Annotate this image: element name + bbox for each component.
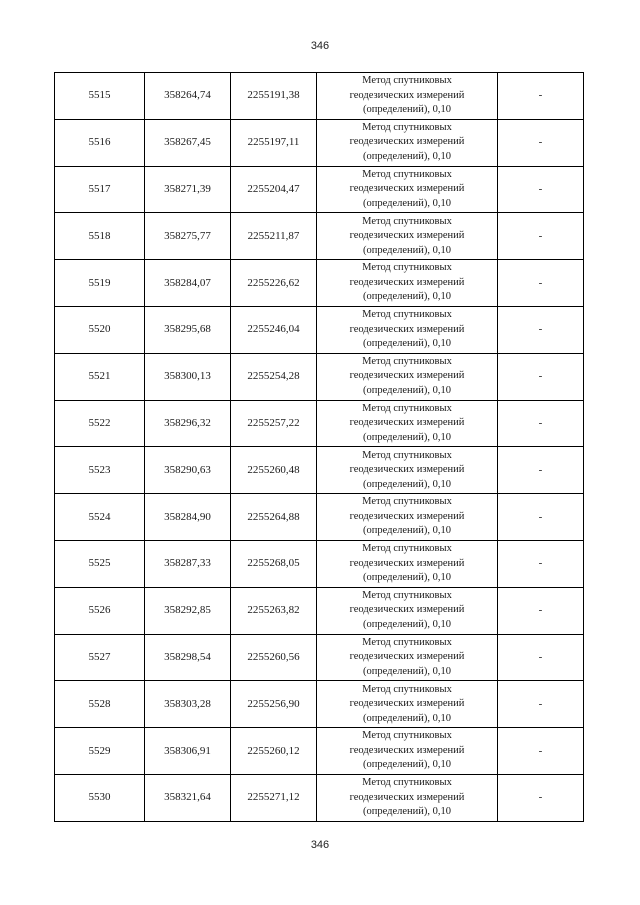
y-coordinate-cell: 2255263,82: [231, 587, 317, 634]
table-row: [55, 447, 584, 494]
note-cell: -: [498, 728, 584, 775]
method-line: геодезических измерений: [349, 230, 465, 242]
method-cell: [317, 119, 498, 166]
method-cell: [317, 587, 498, 634]
table-row: [55, 587, 584, 634]
x-coordinate-cell: 358303,28: [145, 681, 231, 728]
method-line: (определений), 0,10: [362, 431, 452, 443]
x-coordinate-cell: 358292,85: [145, 587, 231, 634]
method-line: (определений), 0,10: [362, 197, 452, 209]
method-line: Метод спутниковых: [362, 262, 452, 274]
note-cell: -: [498, 306, 584, 353]
method-line: (определений), 0,10: [362, 478, 452, 490]
note-cell: -: [498, 166, 584, 213]
y-coordinate-cell: 2255268,05: [231, 540, 317, 587]
table-row: [55, 353, 584, 400]
method-cell: [317, 728, 498, 775]
method-line: (определений), 0,10: [362, 618, 452, 630]
method-cell: [317, 260, 498, 307]
method-line: геодезических измерений: [349, 370, 465, 382]
method-cell: [317, 447, 498, 494]
method-line: геодезических измерений: [349, 651, 465, 663]
x-coordinate-cell: 358296,32: [145, 400, 231, 447]
method-line: (определений), 0,10: [362, 150, 452, 162]
y-coordinate-cell: 2255256,90: [231, 681, 317, 728]
x-coordinate-cell: 358284,07: [145, 260, 231, 307]
method-cell: [317, 494, 498, 541]
method-line: Метод спутниковых: [362, 75, 452, 87]
x-coordinate-cell: 358306,91: [145, 728, 231, 775]
table-row: [55, 494, 584, 541]
page-number-top: 346: [310, 40, 330, 52]
point-number-cell: 5516: [55, 119, 145, 166]
method-line: (определений), 0,10: [362, 712, 452, 724]
method-line: (определений), 0,10: [362, 572, 452, 584]
method-line: Метод спутниковых: [362, 683, 452, 695]
note-cell: -: [498, 774, 584, 821]
point-number-cell: 5522: [55, 400, 145, 447]
method-line: геодезических измерений: [349, 323, 465, 335]
method-line: Метод спутниковых: [362, 309, 452, 321]
method-cell: [317, 73, 498, 120]
y-coordinate-cell: 2255246,04: [231, 306, 317, 353]
table-row: [55, 260, 584, 307]
y-coordinate-cell: 2255197,11: [231, 119, 317, 166]
page-number-bottom: 346: [310, 839, 330, 851]
note-cell: -: [498, 447, 584, 494]
x-coordinate-cell: 358298,54: [145, 634, 231, 681]
point-number-cell: 5528: [55, 681, 145, 728]
point-number-cell: 5518: [55, 213, 145, 260]
method-cell: [317, 400, 498, 447]
y-coordinate-cell: 2255204,47: [231, 166, 317, 213]
y-coordinate-cell: 2255260,56: [231, 634, 317, 681]
note-cell: -: [498, 119, 584, 166]
method-line: (определений), 0,10: [362, 291, 452, 303]
point-number-cell: 5527: [55, 634, 145, 681]
x-coordinate-cell: 358264,74: [145, 73, 231, 120]
note-cell: -: [498, 681, 584, 728]
method-line: геодезических измерений: [349, 276, 465, 288]
method-cell: [317, 634, 498, 681]
method-line: Метод спутниковых: [362, 449, 452, 461]
method-line: (определений), 0,10: [362, 806, 452, 818]
point-number-cell: 5519: [55, 260, 145, 307]
table-row: [55, 681, 584, 728]
note-cell: -: [498, 400, 584, 447]
point-number-cell: 5521: [55, 353, 145, 400]
method-line: Метод спутниковых: [362, 730, 452, 742]
y-coordinate-cell: 2255226,62: [231, 260, 317, 307]
y-coordinate-cell: 2255271,12: [231, 774, 317, 821]
method-line: Метод спутниковых: [362, 777, 452, 789]
x-coordinate-cell: 358267,45: [145, 119, 231, 166]
point-number-cell: 5529: [55, 728, 145, 775]
y-coordinate-cell: 2255211,87: [231, 213, 317, 260]
y-coordinate-cell: 2255254,28: [231, 353, 317, 400]
method-line: геодезических измерений: [349, 89, 465, 101]
method-line: геодезических измерений: [349, 557, 465, 569]
x-coordinate-cell: 358287,33: [145, 540, 231, 587]
method-line: геодезических измерений: [349, 698, 465, 709]
note-cell: -: [498, 73, 584, 120]
method-line: Метод спутниковых: [362, 543, 452, 555]
table-row: [55, 306, 584, 353]
method-line: геодезических измерений: [349, 183, 465, 195]
x-coordinate-cell: 358321,64: [145, 774, 231, 821]
method-line: геодезических измерений: [349, 464, 465, 476]
coordinates-table: [54, 72, 584, 822]
point-number-cell: 5530: [55, 774, 145, 821]
method-cell: [317, 774, 498, 821]
x-coordinate-cell: 358271,39: [145, 166, 231, 213]
method-line: Метод спутниковых: [362, 636, 452, 648]
method-line: (определений), 0,10: [362, 759, 452, 771]
method-line: (определений), 0,10: [362, 384, 452, 396]
method-line: геодезических измерений: [349, 510, 465, 522]
y-coordinate-cell: 2255260,12: [231, 728, 317, 775]
coordinates-table-body: [55, 73, 584, 822]
method-line: (определений), 0,10: [362, 525, 452, 537]
method-cell: [317, 353, 498, 400]
table-row: [55, 728, 584, 775]
method-line: Метод спутниковых: [362, 215, 452, 227]
method-line: Метод спутниковых: [362, 121, 452, 133]
note-cell: -: [498, 587, 584, 634]
method-line: Метод спутниковых: [362, 496, 452, 508]
note-cell: -: [498, 213, 584, 260]
x-coordinate-cell: 358284,90: [145, 494, 231, 541]
x-coordinate-cell: 358295,68: [145, 306, 231, 353]
method-line: Метод спутниковых: [362, 355, 452, 367]
point-number-cell: 5515: [55, 73, 145, 120]
x-coordinate-cell: 358275,77: [145, 213, 231, 260]
point-number-cell: 5526: [55, 587, 145, 634]
x-coordinate-cell: 358300,13: [145, 353, 231, 400]
table-row: [55, 634, 584, 681]
table-row: [55, 166, 584, 213]
method-line: геодезических измерений: [349, 791, 465, 803]
y-coordinate-cell: 2255191,38: [231, 73, 317, 120]
x-coordinate-cell: 358290,63: [145, 447, 231, 494]
point-number-cell: 5523: [55, 447, 145, 494]
method-line: (определений), 0,10: [362, 338, 452, 350]
table-row: [55, 119, 584, 166]
table-row: [55, 73, 584, 120]
table-row: [55, 400, 584, 447]
method-line: Метод спутниковых: [362, 589, 452, 601]
method-line: (определений), 0,10: [362, 665, 452, 677]
note-cell: -: [498, 540, 584, 587]
table-row: [55, 540, 584, 587]
note-cell: -: [498, 634, 584, 681]
method-line: геодезических измерений: [349, 744, 465, 756]
method-cell: [317, 306, 498, 353]
method-line: геодезических измерений: [349, 604, 465, 616]
table-row: [55, 774, 584, 821]
method-cell: [317, 681, 498, 728]
point-number-cell: 5520: [55, 306, 145, 353]
method-line: геодезических измерений: [349, 417, 465, 429]
point-number-cell: 5525: [55, 540, 145, 587]
method-line: (определений), 0,10: [362, 244, 452, 256]
y-coordinate-cell: 2255257,22: [231, 400, 317, 447]
y-coordinate-cell: 2255260,48: [231, 447, 317, 494]
method-line: Метод спутниковых: [362, 402, 452, 414]
point-number-cell: 5524: [55, 494, 145, 541]
note-cell: -: [498, 494, 584, 541]
method-cell: [317, 540, 498, 587]
method-cell: [317, 166, 498, 213]
method-line: (определений), 0,10: [362, 104, 452, 116]
method-cell: [317, 213, 498, 260]
note-cell: -: [498, 260, 584, 307]
point-number-cell: 5517: [55, 166, 145, 213]
table-row: [55, 213, 584, 260]
y-coordinate-cell: 2255264,88: [231, 494, 317, 541]
method-line: геодезических измерений: [349, 136, 465, 148]
method-line: Метод спутниковых: [362, 168, 452, 180]
note-cell: -: [498, 353, 584, 400]
